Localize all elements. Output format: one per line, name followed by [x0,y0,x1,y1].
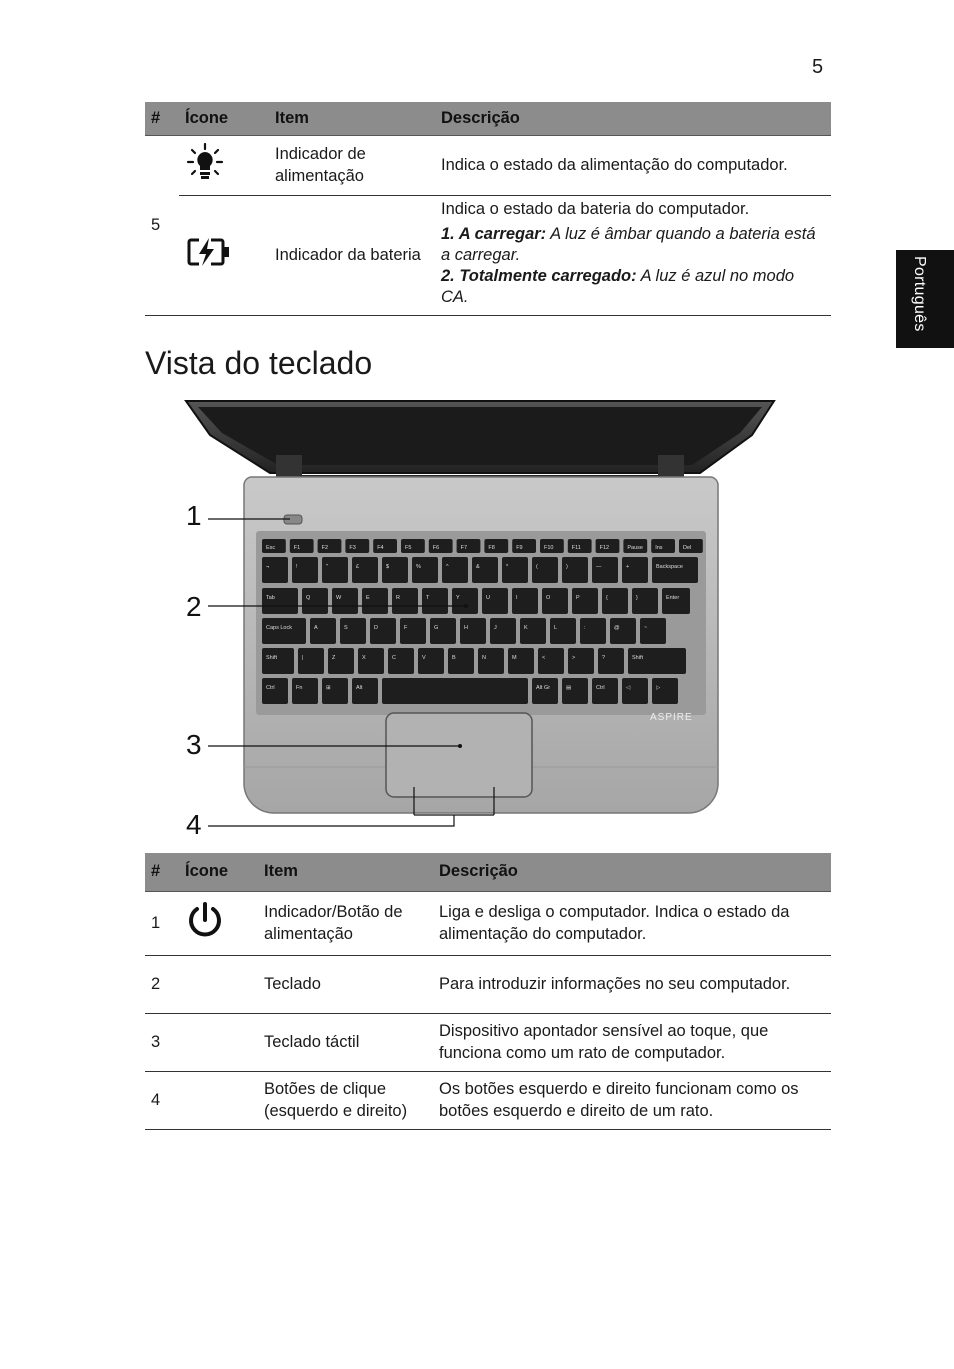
key-label: Tab [266,595,275,601]
key-label: L [554,625,558,631]
key-label: F5 [405,545,412,551]
key-label: — [596,564,602,570]
power-button-icon [179,892,258,956]
key-label: ! [296,564,298,570]
key [262,588,298,614]
key-label: ¬ [266,564,270,570]
col-icon-header: Ícone [179,102,269,136]
table-row [145,892,831,956]
key [400,618,426,644]
key-label: D [374,625,378,631]
key-label: M [512,655,517,661]
touchpad [386,713,532,797]
key-label: P [576,595,580,601]
key-label: ▷ [656,685,661,691]
key [298,648,324,674]
callout-1: 1 [186,500,202,531]
key-label: } [636,595,638,601]
key-label: % [416,564,421,570]
key-label: ▤ [566,685,572,691]
key [512,588,538,614]
key-label: Alt Gr [536,685,551,691]
key [418,648,444,674]
key [640,618,666,644]
key-label: ◁ [626,685,631,691]
key [352,557,378,583]
charging-text: A luz é âmbar quando a bateria está a carregar. [441,224,816,264]
table-row [145,1072,831,1130]
language-tab-label: Português [911,256,928,332]
key-label: F10 [544,545,554,551]
key [652,678,678,704]
key [568,648,594,674]
key-label: F3 [349,545,356,551]
key-label: S [344,625,348,631]
key [592,557,618,583]
key [538,648,564,674]
key [628,648,686,674]
key-label: ^ [446,564,449,570]
key-label: F4 [377,545,384,551]
key-label: N [482,655,486,661]
key [598,648,624,674]
key-label: O [546,595,551,601]
charged-text: A luz é azul no modo CA. [441,267,795,307]
key-label: T [426,595,430,601]
key-label: F11 [571,545,581,551]
key [622,678,648,704]
key-label: Fn [296,685,303,691]
item-description: Para introduzir informações no seu computador. [433,956,831,1014]
key [472,557,498,583]
key [322,557,348,583]
item-description-battery [435,196,831,316]
key [632,588,658,614]
key-label: £ [356,564,360,570]
key [622,557,648,583]
brand-logo: ASPIRE [650,712,693,723]
key-label: Backspace [656,564,683,570]
item-description: Dispositivo apontador sensível ao toque, que funciona como um rato de computador. [433,1014,831,1072]
key-label: Del [683,545,692,551]
key [328,648,354,674]
key-label: Ctrl [266,685,275,691]
key [332,588,358,614]
key [482,588,508,614]
key-label: Q [306,595,311,601]
key-label: ) [566,564,568,570]
key-label: K [524,625,528,631]
item-description: Os botões esquerdo e direito funcionam como os botões esquerdo e direito de um rato. [433,1072,831,1130]
key [412,557,438,583]
key-label: & [476,564,480,570]
charged-label: 2. Totalmente carregado: [441,267,637,286]
key-label: ⊞ [326,685,331,691]
key-label: $ [386,564,390,570]
key [392,588,418,614]
col-desc-header: Descrição [435,102,831,136]
charging-label: 1. A carregar: [441,224,547,243]
key-label: U [486,595,490,601]
key-label: { [606,595,608,601]
key-label: Caps Lock [266,625,292,631]
item-description: Liga e desliga o computador. Indica o estado da alimentação do computador. [433,892,831,956]
language-tab [896,250,954,348]
key [322,678,348,704]
key [292,678,318,704]
key-label: B [452,655,456,661]
col-num-header: # [145,102,179,136]
key [370,618,396,644]
keyboard-view-figure [180,395,790,845]
key-label: + [626,564,630,570]
key [448,648,474,674]
key-label: H [464,625,468,631]
key-label: ~ [644,625,648,631]
key-label: Ins [655,545,663,551]
row-number: 2 [145,956,179,1014]
callout-4: 4 [186,809,202,840]
key-label: > [572,655,576,661]
key [422,588,448,614]
key-label: Shift [266,655,278,661]
key [490,618,516,644]
key [302,588,328,614]
key [442,557,468,583]
table-row [145,136,831,196]
key-label: Esc [266,545,276,551]
key-label: Shift [632,655,644,661]
callout-3: 3 [186,729,202,760]
key-label: | [302,655,304,661]
key [532,557,558,583]
key [358,648,384,674]
indicator-table [145,102,831,316]
key-label: C [392,655,396,661]
item-description: Indica o estado da bateria do computador. [441,199,750,218]
empty-icon-cell [179,1014,258,1072]
keyboard-view-table [145,853,831,1130]
item-description: Indica o estado da alimentação do computador. [435,136,831,196]
item-name: Indicador de alimentação [269,136,435,196]
key-label: Y [456,595,460,601]
callout-2: 2 [186,591,202,622]
row-number: 5 [145,136,179,316]
key [562,678,588,704]
key-label: * [506,564,509,570]
item-name: Indicador/Botão de alimentação [258,892,433,956]
key [382,678,528,704]
table-row [145,196,831,316]
col-item-header: Item [269,102,435,136]
col-desc-header: Descrição [433,853,831,892]
key [532,678,558,704]
key [592,678,618,704]
key [478,648,504,674]
row-number: 3 [145,1014,179,1072]
col-num-header: # [145,853,179,892]
key [340,618,366,644]
table-row [145,1014,831,1072]
key-label: G [434,625,439,631]
key-label: F12 [599,545,610,551]
key-label: F1 [293,545,301,551]
key-label: ? [602,655,606,661]
row-number: 1 [145,892,179,956]
key-label: Z [332,655,336,661]
key [430,618,456,644]
table-row [145,956,831,1014]
key-label: I [516,595,518,601]
key-label: F [404,625,408,631]
key [452,588,478,614]
section-title: Vista do teclado [145,345,373,381]
key-label: Pause [627,545,644,551]
key [262,557,288,583]
key-label: @ [614,625,620,631]
key-label: Alt [356,685,363,691]
key [550,618,576,644]
key [262,648,294,674]
key-label: Enter [666,595,680,601]
key-label: ( [536,564,538,570]
key [388,648,414,674]
key [362,588,388,614]
item-name: Teclado táctil [258,1014,433,1072]
item-name: Botões de clique (esquerdo e direito) [258,1072,433,1130]
key-label: F9 [516,545,523,551]
empty-icon-cell [179,1072,258,1130]
key [352,678,378,704]
key-label: V [422,655,426,661]
key-label: F6 [432,545,440,551]
key [520,618,546,644]
key-label: < [542,655,546,661]
key [662,588,690,614]
key-label: F8 [488,545,495,551]
key [262,618,306,644]
battery-charge-icon [179,196,269,316]
charged-note [441,266,825,308]
key [262,678,288,704]
key-label: Ctrl [596,685,605,691]
key [562,557,588,583]
power-light-icon [179,136,269,196]
key [542,588,568,614]
key [382,557,408,583]
key [460,618,486,644]
key-label: R [396,595,400,601]
key [572,588,598,614]
key-label: F7 [460,545,468,551]
key-label: A [314,625,318,631]
key [610,618,636,644]
page-number: 5 [812,56,824,78]
key [292,557,318,583]
key-label: E [366,595,370,601]
key [602,588,628,614]
empty-icon-cell [179,956,258,1014]
key-label: X [362,655,366,661]
key-label: F2 [321,545,329,551]
item-name: Teclado [258,956,433,1014]
key [652,557,698,583]
col-item-header: Item [258,853,433,892]
key [502,557,528,583]
key-label: : [584,625,586,631]
key-label: J [494,625,497,631]
key [310,618,336,644]
row-number: 4 [145,1072,179,1130]
key-label: " [326,564,328,570]
key-label: W [336,595,342,601]
col-icon-header: Ícone [179,853,258,892]
key [580,618,606,644]
item-name: Indicador da bateria [269,196,435,316]
charging-note [441,224,825,266]
key [508,648,534,674]
